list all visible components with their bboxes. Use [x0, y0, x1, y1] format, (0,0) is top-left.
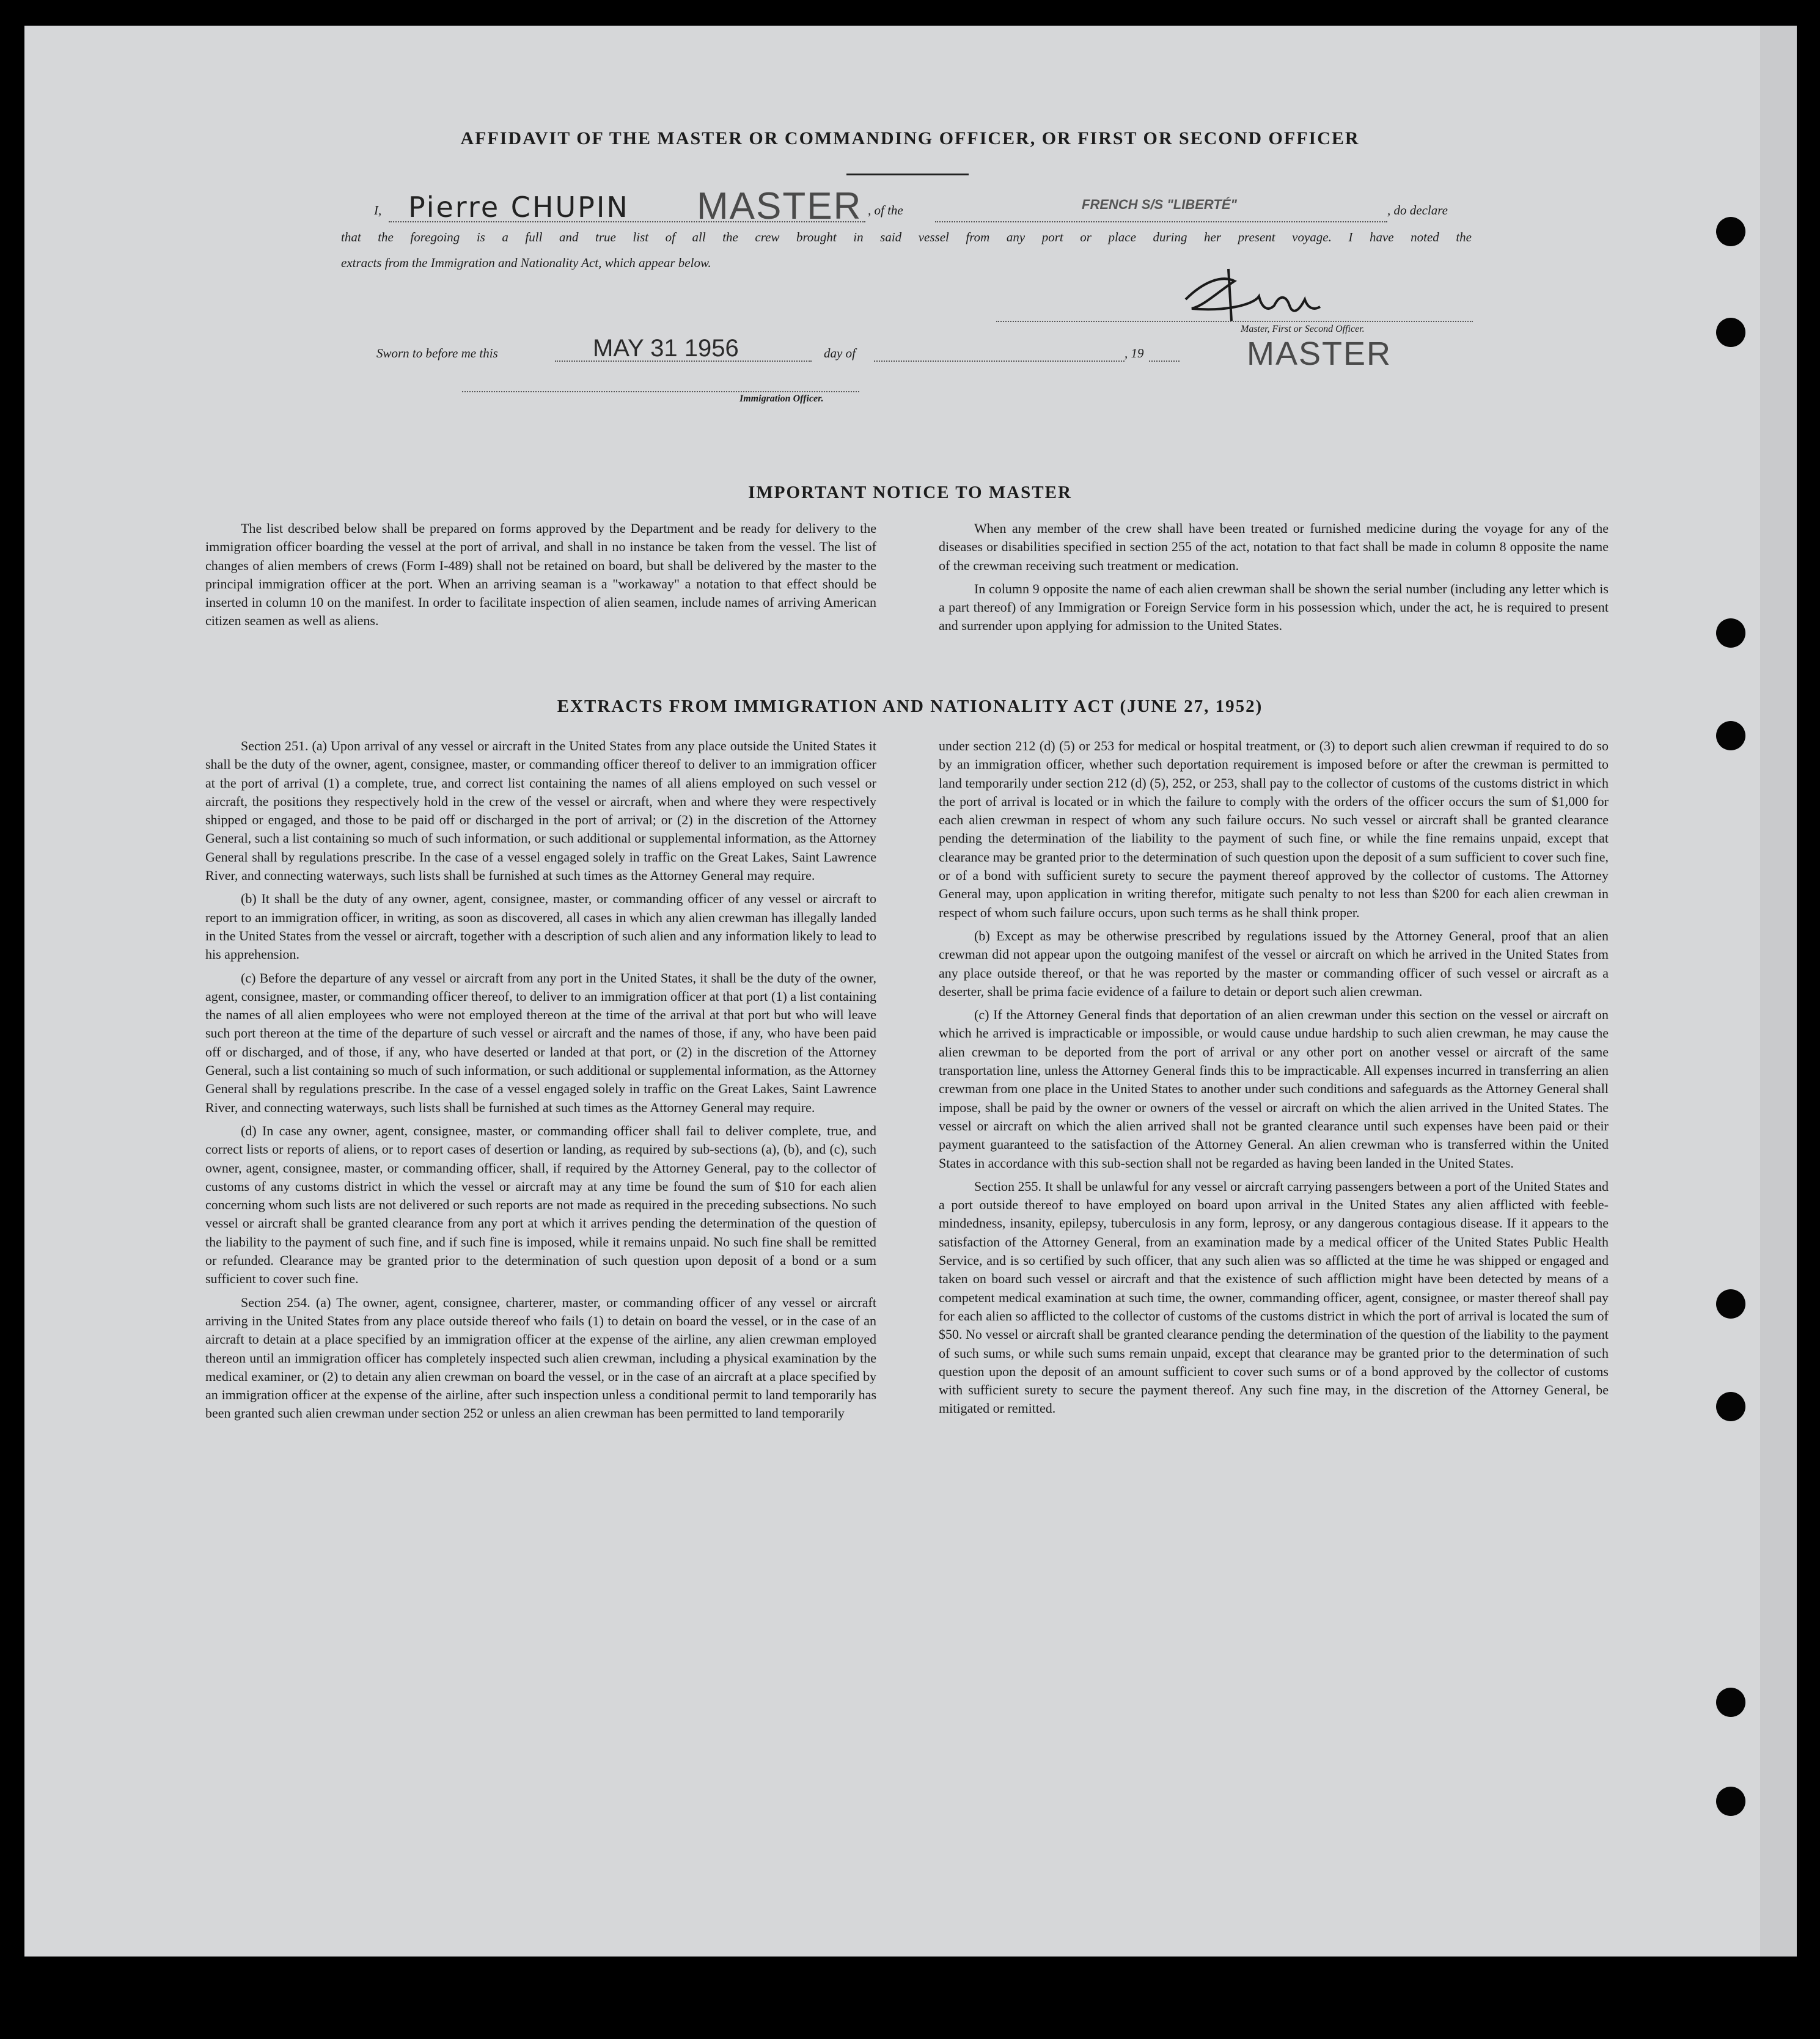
- section-254-a-continued: under section 212 (d) (5) or 253 for medical or hospital treatment, or (3) to deport such alien crewman if required to do so by an immigration officer, whether such deportation requirement is imposed before or after the crewman is permitted to land temporarily under section 212 (d) (5), 252, or 253, shall pay to the collector of customs of the customs district in which the port of arrival is located or in which the failure to comply with the orders of the officer occurs the sum of $1,000 for each alien crewman in respect of whom any such failure occurs. No such vessel or aircraft shall be granted clearance pending the determination of the liability to the payment of such fine, or while the fine remains unpaid, except that clearance may be granted prior to the determination of such question upon the deposit of a sum sufficient to cover such fine, or of a bond with sufficient surety to secure the payment thereof approved by the collector of customs. The Attorney General may, upon application in writing therefor, mitigate such penalty to not less than $200 for each alien crewman in respect of whom such failure occurs, upon such terms as he shall think proper.: [939, 738, 1609, 920]
- section-254-b: (b) Except as may be otherwise prescribed by regulations issued by the Attorney General, proof that an alien crewman did not appear upon the outgoing manifest of the vessel or aircraft on which he arrived in the United States from any place outside thereof, or that he was reported by the master or commanding officer of such vessel or aircraft as a deserter, shall be prima facie evidence of a failure to detain or deport such alien crewman.: [939, 928, 1609, 999]
- signature-caption: Master, First or Second Officer.: [1241, 324, 1365, 334]
- vessel-name: FRENCH S/S "LIBERTÉ": [1082, 197, 1237, 212]
- page-edge: [1760, 26, 1797, 1957]
- year-prefix: , 19: [1125, 346, 1144, 361]
- binder-hole: [1716, 618, 1745, 648]
- master-name-handwritten: Pierre CHUPIN: [408, 191, 629, 224]
- master-stamp-signature: MASTER: [1247, 335, 1392, 372]
- notice-left-column: [205, 519, 876, 635]
- vessel-line: [935, 221, 1387, 222]
- immigration-officer-line: [462, 391, 859, 392]
- affidavit-title: AFFIDAVIT OF THE MASTER OR COMMANDING OFFICER, OR FIRST OR SECOND OFFICER: [460, 128, 1360, 148]
- notice-right-column: [939, 519, 1609, 640]
- i-label: I,: [374, 203, 382, 218]
- notice-title: IMPORTANT NOTICE TO MASTER: [748, 483, 1072, 502]
- immigration-officer-caption: Immigration Officer.: [739, 394, 824, 404]
- binder-hole: [1716, 1392, 1745, 1421]
- name-line: [389, 221, 865, 222]
- do-declare-label: , do declare: [1387, 203, 1448, 218]
- section-255: Section 255. It shall be unlawful for any vessel or aircraft carrying passengers between a port of the United States and a port outside thereof to have employed on board upon arrival in the United States any alien afflicted with feeble-mindedness, insanity, epilepsy, tuberculosis in any form, leprosy, or any dangerous contagious disease. If it appears to the satisfaction of the Attorney General, from an examination made by a medical officer of the United States Public Health Service, and is so certified by such officer, that any such alien was so afflicted at the time he was shipped or engaged and taken on board such vessel or aircraft and that the existence of such affliction might have been detected by means of a competent medical examination at such time, the owner, commanding officer, agent, consignee, or master thereof shall pay for each alien so afflicted to the collector of customs of the customs district in which the port of arrival is located the sum of $50. No vessel or aircraft shall be granted clearance pending the determination of the question of the liability to the payment of such sums, or while such sums remain unpaid, except that clearance may be granted prior to the determination of such question upon the deposit of an amount sufficient to cover such sums or of a bond approved by the collector of customs with sufficient surety to secure the payment thereof. Any such fine may, in the discretion of the Attorney General, be mitigated or remitted.: [939, 1178, 1609, 1416]
- month-line: [874, 361, 1125, 362]
- sworn-label: Sworn to before me this: [376, 346, 498, 361]
- master-signature: [1167, 263, 1332, 330]
- master-stamp: MASTER: [697, 185, 862, 227]
- notice-right-paragraph-2: In column 9 opposite the name of each alien crewman shall be shown the serial number (including any letter which is a part thereof) of any Immigration or Foreign Service form in his possession which, under the act, he is required to present and surrender upon applying for admission to the United States.: [939, 580, 1609, 634]
- notice-right-paragraph-1: When any member of the crew shall have been treated or furnished medicine during the voyage for any of the diseases or disabilities specified in section 255 of the act, notation to that fact shall be made in column 8 opposite the name of the crewman receiving such treatment or medication.: [939, 521, 1609, 573]
- extracts-left-column: [205, 737, 876, 1428]
- of-the-label: , of the: [868, 203, 903, 218]
- extracts-title: EXTRACTS FROM IMMIGRATION AND NATIONALITY ACT (JUNE 27, 1952): [557, 697, 1263, 716]
- section-251-a: Section 251. (a) Upon arrival of any vessel or aircraft in the United States from any place outside the United States it shall be the duty of the owner, agent, consignee, master, or commanding officer thereof to deliver to an immigration officer at the port of arrival (1) a complete, true, and correct list containing the names of all aliens employed on such vessel or aircraft, the positions they respectively hold in the crew of the vessel or aircraft, when and where they were respectively shipped or engaged, and those to be paid off or discharged in the port of arrival; or (2) in the discretion of the Attorney General, such a list containing so much of such information, or such additional or supplemental information, as the Attorney General shall by regulations prescribe. In the case of a vessel engaged solely in traffic on the Great Lakes, Saint Lawrence River, and connecting waterways, such lists shall be furnished at such times as the Attorney General may require.: [205, 738, 876, 884]
- section-251-c: (c) Before the departure of any vessel or aircraft from any port in the United States, it shall be the duty of the owner, agent, consignee, master, or commanding officer thereof, to deliver to an immigration officer at that port (1) a list containing the names of all alien employees who were not employed thereon at the time of the arrival at that port but who will leave such port thereon at the time of the departure of such vessel or aircraft and the names of those, if any, who have been paid off or discharged, and of those, if any, who have deserted or landed at that port, or (2) in the discretion of the Attorney General, such a list containing so much of such information, or such additional or supplemental information, as the Attorney General shall by regulations prescribe. In the case of a vessel engaged solely in traffic on the Great Lakes, Saint Lawrence River, and connecting waterways, such lists shall be furnished at such times as the Attorney General may require.: [205, 970, 876, 1115]
- section-254-a: Section 254. (a) The owner, agent, consignee, charterer, master, or commanding officer of any vessel or aircraft arriving in the United States from any place outside thereof who fails (1) to detain on board the vessel, or in the case of an aircraft to detain at a place specified by an immigration officer at the expense of the airline, any alien crewman employed thereon until an immigration officer has completely inspected such alien crewman, including a physical examination by the medical examiner, or (2) to detain any alien crewman on board the vessel, or in the case of an aircraft at a place specified by an immigration officer at the expense of the airline, after such inspection unless a conditional permit to land temporarily has been granted such alien crewman under section 252 or unless an alien crewman has been permitted to land temporarily: [205, 1294, 876, 1421]
- binder-hole: [1716, 217, 1745, 246]
- notice-left-paragraph: The list described below shall be prepared on forms approved by the Department and be ready for delivery to the immigration officer boarding the vessel at the port of arrival, and shall in no instance be taken from the vessel. The list of changes of alien members of crews (Form I-489) shall not be retained on board, but shall be delivered by the master to the principal immigration officer at the port. When an arriving seaman is a "workaway" a notation to that effect should be inserted in column 10 on the manifest. In order to facilitate inspection of alien seamen, include names of arriving American citizen seamen as well as aliens.: [205, 521, 876, 629]
- binder-hole: [1716, 1688, 1745, 1717]
- binder-hole: [1716, 1289, 1745, 1319]
- year-line: [1149, 361, 1180, 362]
- sworn-date-stamp: MAY 31 1956: [593, 335, 739, 362]
- binder-hole: [1716, 1787, 1745, 1816]
- declaration-line-1: that the foregoing is a full and true list of all the crew brought in said vessel from any port or place during her present voyage. I have noted the: [341, 230, 1472, 244]
- day-of-label: day of: [824, 346, 856, 361]
- binder-hole: [1716, 721, 1745, 750]
- extracts-right-column: [939, 737, 1609, 1423]
- binder-hole: [1716, 318, 1745, 347]
- title-underline: [846, 174, 969, 175]
- signature-line: [996, 321, 1473, 322]
- declaration-line-2: extracts from the Immigration and Nationality Act, which appear below.: [341, 255, 711, 270]
- section-251-b: (b) It shall be the duty of any owner, agent, consignee, master, or commanding officer of any vessel or aircraft to report to an immigration officer, in writing, as soon as discovered, all cases in which any alien crewman has illegally landed in the United States from the vessel or aircraft, together with a description of such alien and any information likely to lead to his apprehension.: [205, 891, 876, 962]
- section-254-c: (c) If the Attorney General finds that deportation of an alien crewman under this section on the vessel or aircraft on which he arrived is impracticable or impossible, or would cause undue hardship to such alien crewman, he may cause the alien crewman to be deported from the port of arrival or any other port on another vessel or aircraft of the same transportation line, unless the Attorney General finds this to be impracticable. All expenses incurred in transferring an alien crewman from one place in the United States to another under such conditions and safeguards as the Attorney General shall impose, shall be paid by the owner or owners of the vessel or aircraft on which the alien arrived in the United States. The vessel or aircraft on which the alien arrived shall not be granted clearance until such expenses have been paid or their payment guaranteed to the satisfaction of the Attorney General. An alien crewman who is transferred within the United States in accordance with this sub-section shall not be regarded as having been landed in the United States.: [939, 1007, 1609, 1171]
- section-251-d: (d) In case any owner, agent, consignee, master, or commanding officer shall fail to deliver complete, true, and correct lists or reports of aliens, or to report cases of desertion or landing, as required by sub-sections (a), (b), and (c), such owner, agent, consignee, master, or commanding officer, shall, if required by the Attorney General, pay to the collector of customs of any customs district in which the vessel or aircraft may at any time be found the sum of $10 for each alien concerning whom such lists are not delivered or such reports are not made as required in the preceding subsections. No such vessel or aircraft shall be granted clearance from any port at which it arrives pending the determination of the question of the liability to the payment of such fine, and if such fine is imposed, while it remains unpaid. No such fine shall be remitted or refunded. Clearance may be granted prior to the determination of such question upon deposit of a bond or a sum sufficient to cover such fine.: [205, 1122, 876, 1287]
